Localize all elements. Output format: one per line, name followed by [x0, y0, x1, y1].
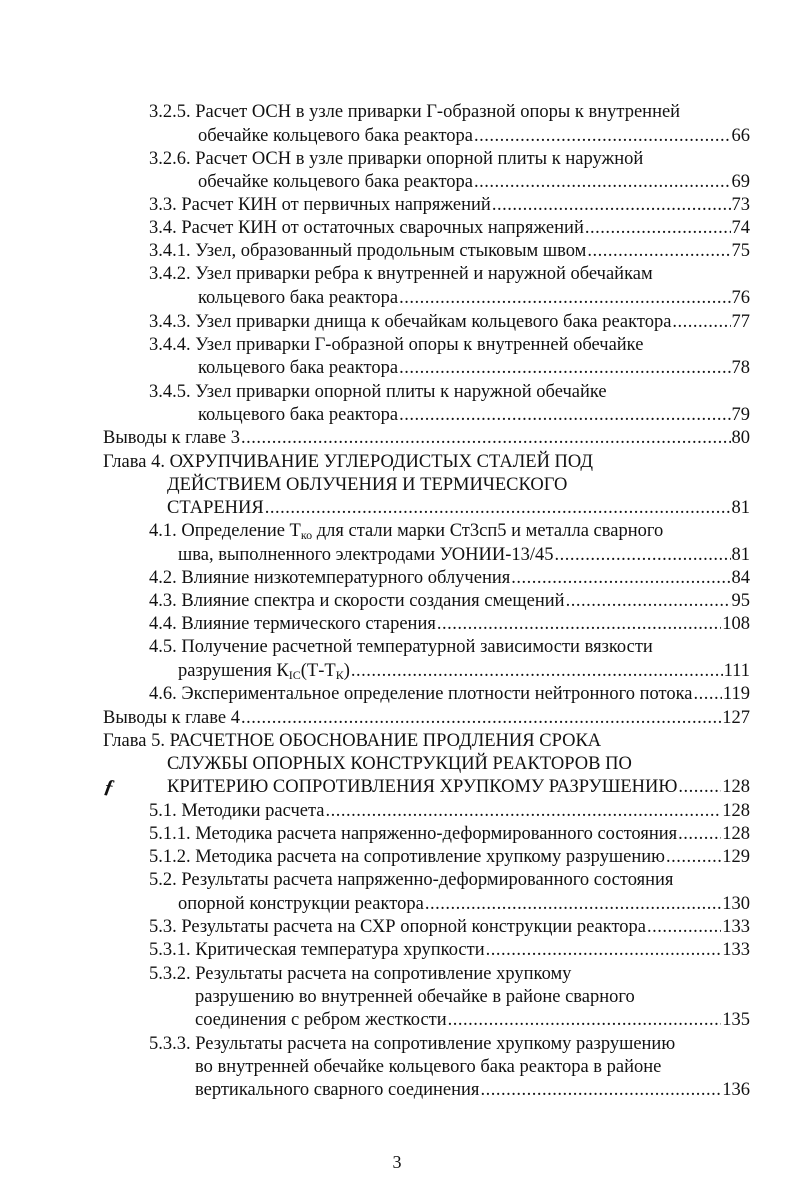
toc-entry-3-2-5-line2: обечайке кольцевого бака реактора ..... 66 — [198, 124, 750, 148]
toc-chapter-5-line2: СЛУЖБЫ ОПОРНЫХ КОНСТРУКЦИЙ РЕАКТОРОВ ПО — [167, 754, 632, 774]
page-ref: 127 — [722, 708, 750, 728]
leader-dots — [492, 193, 731, 217]
toc-entry-3-2-6-line1: 3.2.6. Расчет ОСН в узле приварки опорной плиты к наружной — [149, 149, 644, 169]
toc-entry-3-2-5-line1: 3.2.5. Расчет ОСН в узле приварки Г-образной опоры к внутренней — [149, 102, 681, 122]
page-ref: 129 — [722, 847, 750, 867]
toc-entry-3-4-2-line1: 3.4.2. Узел приварки ребра к внутренней и наружной обечайкам — [149, 264, 653, 284]
page-ref: 74 — [731, 218, 750, 238]
leader-dots — [474, 124, 730, 148]
toc-entry-5-1-2: 5.1.2. Методика расчета на сопротивление хрупкому разрушению ..... 129 — [149, 845, 750, 869]
leader-dots — [672, 310, 730, 334]
toc-entry-3-3: 3.3. Расчет КИН от первичных напряжений ..... 73 — [149, 193, 750, 217]
leader-dots — [678, 775, 721, 799]
toc-entry-5-3-3-line3: вертикального сварного соединения ..... 136 — [195, 1078, 750, 1102]
page-ref: 135 — [722, 1010, 750, 1030]
page-ref: 130 — [722, 894, 750, 914]
leader-dots — [566, 589, 731, 613]
toc-entry-5-3: 5.3. Результаты расчета на СХР опорной конструкции реактора ..... 133 — [149, 915, 750, 939]
page-ref: 108 — [722, 614, 750, 634]
leader-dots — [694, 682, 722, 706]
page-ref: 128 — [722, 777, 750, 797]
leader-dots — [437, 612, 721, 636]
page-ref: 128 — [722, 824, 750, 844]
toc-entry-3-4-3: 3.4.3. Узел приварки днища к обечайкам кольцевого бака реактора ..... 77 — [149, 310, 750, 334]
margin-mark: ƒ — [102, 775, 116, 799]
leader-dots — [399, 403, 730, 427]
toc-entry-4-6: 4.6. Экспериментальное определение плотности нейтронного потока ..... 119 — [149, 682, 750, 706]
toc-entry-5-3-2-line1: 5.3.2. Результаты расчета на сопротивление хрупкому — [149, 964, 572, 984]
toc-entry-3-4-4-line1: 3.4.4. Узел приварки Г-образной опоры к внутренней обечайке — [149, 335, 644, 355]
leader-dots — [241, 706, 721, 730]
page-ref: 133 — [722, 940, 750, 960]
toc-entry-3-4-2-line2: кольцевого бака реактора ..... 76 — [198, 286, 750, 310]
toc-entry-5-1: 5.1. Методики расчета ..... 128 — [149, 799, 750, 823]
toc-chapter-5-line1: Глава 5. РАСЧЕТНОЕ ОБОСНОВАНИЕ ПРОДЛЕНИЯ СРОКА — [103, 731, 602, 751]
toc-entry-4-5-line1: 4.5. Получение расчетной температурной зависимости вязкости — [149, 637, 653, 657]
leader-dots — [448, 1008, 722, 1032]
toc-entry-3-4-5-line2: кольцевого бака реактора ..... 79 — [198, 403, 750, 427]
leader-dots — [474, 170, 730, 194]
leader-dots — [351, 659, 723, 683]
page-ref: 95 — [731, 591, 750, 611]
page-ref: 66 — [731, 126, 750, 146]
toc-entry-5-1-1: 5.1.1. Методика расчета напряженно-деформированного состояния ..... 128 — [149, 822, 750, 846]
page-ref: 73 — [731, 195, 750, 215]
leader-dots — [265, 496, 731, 520]
toc-entry-5-2-line2: опорной конструкции реактора ..... 130 — [178, 892, 750, 916]
leader-dots — [326, 799, 722, 823]
toc-entry-3-2-6-line2: обечайке кольцевого бака реактора ..... 69 — [198, 170, 750, 194]
toc-entry-5-2-line1: 5.2. Результаты расчета напряженно-деформированного состояния — [149, 870, 674, 890]
toc-chapter-4-line2: ДЕЙСТВИЕМ ОБЛУЧЕНИЯ И ТЕРМИЧЕСКОГО — [167, 475, 568, 495]
leader-dots — [399, 286, 730, 310]
toc-entry-3-4-5-line1: 3.4.5. Узел приварки опорной плиты к наружной обечайке — [149, 382, 607, 402]
toc-entry-5-3-3-line1: 5.3.3. Результаты расчета на сопротивление хрупкому разрушению — [149, 1034, 676, 1054]
toc-entry-5-3-2-line3: соединения с ребром жесткости ..... 135 — [195, 1008, 750, 1032]
toc-entry-5-3-3-line2: во внутренней обечайке кольцевого бака реактора в районе — [195, 1057, 662, 1077]
leader-dots — [241, 426, 731, 450]
page-ref: 128 — [722, 801, 750, 821]
toc-entry-conclusions-4: Выводы к главе 4 ..... 127 — [103, 706, 750, 730]
page-ref: 77 — [731, 312, 750, 332]
toc-entry-4-5-line2: разрушения $К_{IC}(Т-Т_К)$ ..... 111 — [178, 659, 750, 683]
leader-dots — [399, 356, 730, 380]
leader-dots — [555, 543, 731, 567]
leader-dots — [486, 938, 722, 962]
page-number: 3 — [392, 1152, 402, 1172]
leader-dots — [585, 216, 731, 240]
page-ref: 136 — [722, 1080, 750, 1100]
toc-entry-4-4: 4.4. Влияние термического старения ..... 108 — [149, 612, 750, 636]
toc-entry-4-3: 4.3. Влияние спектра и скорости создания смещений ..... 95 — [149, 589, 750, 613]
page-ref: 81 — [731, 498, 750, 518]
page-ref: 79 — [731, 405, 750, 425]
leader-dots — [678, 822, 721, 846]
toc-entry-4-1-line1: 4.1. Определение $Т_{ко}$ для стали марки Ст3сп5 и металла сварного — [149, 521, 664, 542]
leader-dots — [647, 915, 721, 939]
toc-entry-4-2: 4.2. Влияние низкотемпературного облучения ..... 84 — [149, 566, 750, 590]
toc-entry-3-4-4-line2: кольцевого бака реактора ..... 78 — [198, 356, 750, 380]
leader-dots — [480, 1078, 721, 1102]
leader-dots — [666, 845, 721, 869]
page-ref: 69 — [731, 172, 750, 192]
page-ref: 133 — [722, 917, 750, 937]
page-ref: 119 — [722, 684, 750, 704]
leader-dots — [511, 566, 730, 590]
toc-chapter-4-line1: Глава 4. ОХРУПЧИВАНИЕ УГЛЕРОДИСТЫХ СТАЛЕЙ ПОД — [103, 452, 593, 472]
toc-entry-5-3-2-line2: разрушению во внутренней обечайке в районе сварного — [195, 987, 635, 1007]
toc-entry-conclusions-3: Выводы к главе 3 ..... 80 — [103, 426, 750, 450]
toc-chapter-4-line3: СТАРЕНИЯ ..... 81 — [167, 496, 750, 520]
page-ref: 81 — [731, 545, 750, 565]
toc-entry-3-4: 3.4. Расчет КИН от остаточных сварочных напряжений ..... 74 — [149, 216, 750, 240]
toc-entry-3-4-1: 3.4.1. Узел, образованный продольным стыковым швом ..... 75 — [149, 239, 750, 263]
page-ref: 76 — [731, 288, 750, 308]
page-ref: 111 — [723, 661, 750, 681]
page-ref: 78 — [731, 358, 750, 378]
toc-entry-5-3-1: 5.3.1. Критическая температура хрупкости ..... 133 — [149, 938, 750, 962]
page-ref: 80 — [731, 428, 750, 448]
page-ref: 84 — [731, 568, 750, 588]
page-ref: 75 — [731, 241, 750, 261]
toc-chapter-5-line3: КРИТЕРИЮ СОПРОТИВЛЕНИЯ ХРУПКОМУ РАЗРУШЕНИЮ ..... 128 — [167, 775, 750, 799]
leader-dots — [425, 892, 721, 916]
leader-dots — [587, 239, 730, 263]
toc-entry-4-1-line2: шва, выполненного электродами УОНИИ-13/45 ..... 81 — [178, 543, 750, 567]
